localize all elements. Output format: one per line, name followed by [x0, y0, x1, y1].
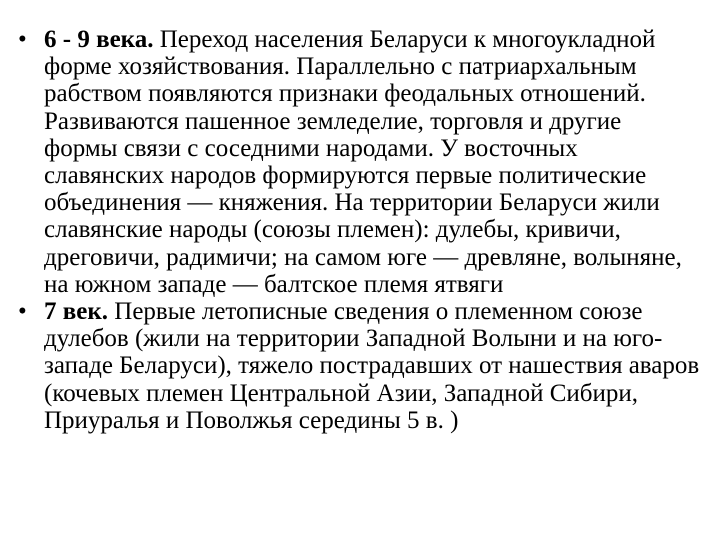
bullet-marker: •	[18, 26, 27, 53]
bullet-text	[44, 26, 700, 298]
bullet-item-7-century	[18, 298, 700, 434]
bullet-body: Первые летописные сведения о племенном союзе дулебов (жили на территории Западной Волыни и на юго-западе Беларуси), тяжело пострадавших от нашествия аваров (кочевых племен Центральной Азии, Западной Сибири, Приуралья и Поволжья середины 5 в. )	[44, 298, 700, 434]
bullet-lead-in: 6 - 9 века.	[44, 26, 154, 53]
bullet-item-6-9-century	[18, 26, 700, 298]
bullet-list	[18, 26, 700, 434]
bullet-lead-in: 7 век.	[44, 298, 109, 326]
bullet-marker: •	[18, 298, 27, 326]
bullet-text	[44, 298, 700, 434]
bullet-body: Переход населения Беларуси к многоукладной форме хозяйствования. Параллельно с патриархальным рабством появляются признаки феодальных отношений. Развиваются пашенное земледелие, торговля и другие формы связи с соседними народами. У восточных славянских народов формируются первые политические объединения — княжения. На территории Беларуси жили славянские народы (союзы племен): дулебы, кривичи, дреговичи, радимичи; на самом юге — древляне, волыняне, на южном западе — балтское племя ятвяги	[44, 26, 682, 298]
